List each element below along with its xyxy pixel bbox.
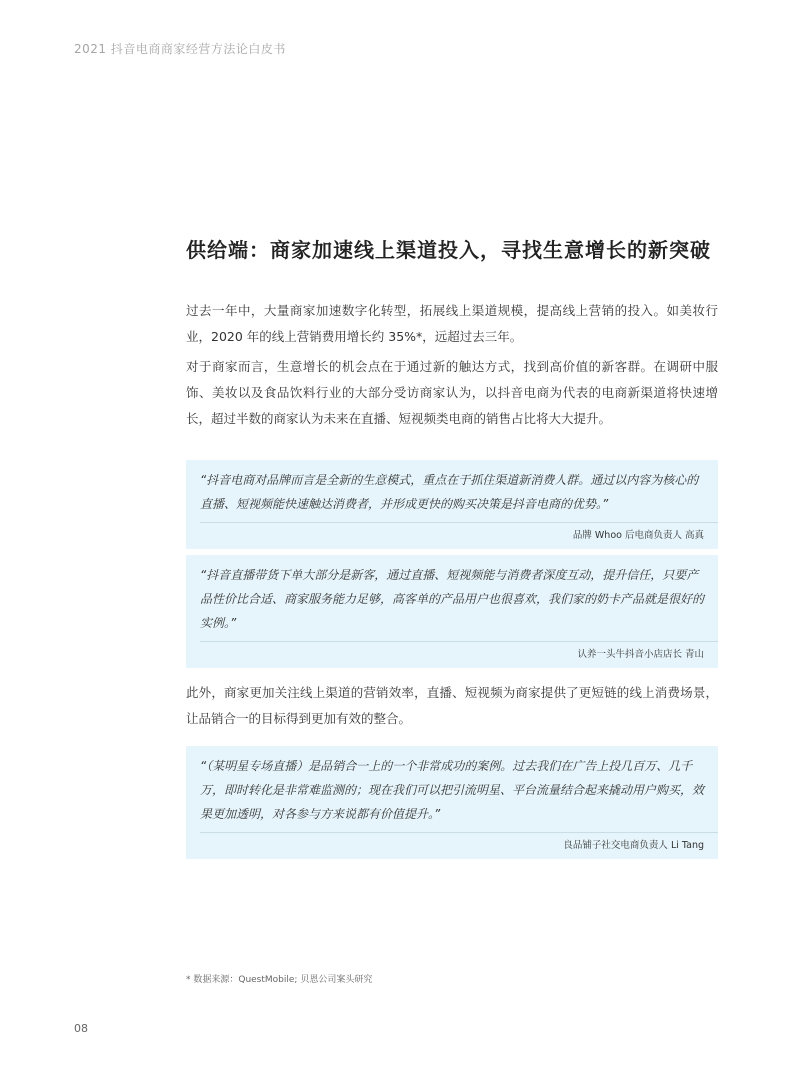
quote-box-2 [186, 555, 718, 668]
page-number: 08 [74, 1022, 88, 1035]
footnote: * 数据来源：QuestMobile; 贝恩公司案头研究 [186, 975, 373, 985]
quote-text: “（某明星专场直播）是品销合一上的一个非常成功的案例。过去我们在广告上投几百万、几千万，即时转化是非常难监测的；现在我们可以把引流明星、平台流量结合起来撬动用户购买，效果更加透明，对各参与方来说都有价值提升。” [200, 759, 705, 821]
quote-attribution: 良品铺子社交电商负责人 Li Tang [563, 840, 704, 851]
paragraph-2: 对于商家而言，生意增长的机会点在于通过新的触达方式，找到高价值的新客群。在调研中服饰、美妆以及食品饮料行业的大部分受访商家认为，以抖音电商为代表的电商新渠道将快速增长，超过半数的商家认为未来在直播、短视频类电商的销售占比将大大提升。 [186, 359, 718, 426]
quote-box-3 [186, 746, 718, 859]
quote-attribution: 认养一头牛抖音小店店长 青山 [577, 649, 704, 660]
paragraph-1: 过去一年中，大量商家加速数字化转型，拓展线上渠道规模，提高线上营销的投入。如美妆行业，2020 年的线上营销费用增长约 35%*，远超过去三年。 [186, 303, 718, 344]
paragraph-3: 此外，商家更加关注线上渠道的营销效率，直播、短视频为商家提供了更短链的线上消费场景，让品销合一的目标得到更加有效的整合。 [186, 685, 718, 726]
quote-text: “抖音电商对品牌而言是全新的生意模式，重点在于抓住渠道新消费人群。通过以内容为核心的直播、短视频能快速触达消费者，并形成更快的购买决策是抖音电商的优势。” [200, 473, 699, 511]
document-header: 2021 抖音电商商家经营方法论白皮书 [74, 42, 286, 56]
quote-attribution: 品牌 Whoo 后电商负责人 高真 [572, 530, 704, 541]
quote-text: “抖音直播带货下单大部分是新客，通过直播、短视频能与消费者深度互动，提升信任，只要产品性价比合适、商家服务能力足够，高客单的产品用户也很喜欢，我们家的奶卡产品就是很好的实例。” [200, 568, 705, 630]
quote-box-1 [186, 460, 718, 549]
section-title: 供给端：商家加速线上渠道投入，寻找生意增长的新突破 [186, 238, 711, 262]
